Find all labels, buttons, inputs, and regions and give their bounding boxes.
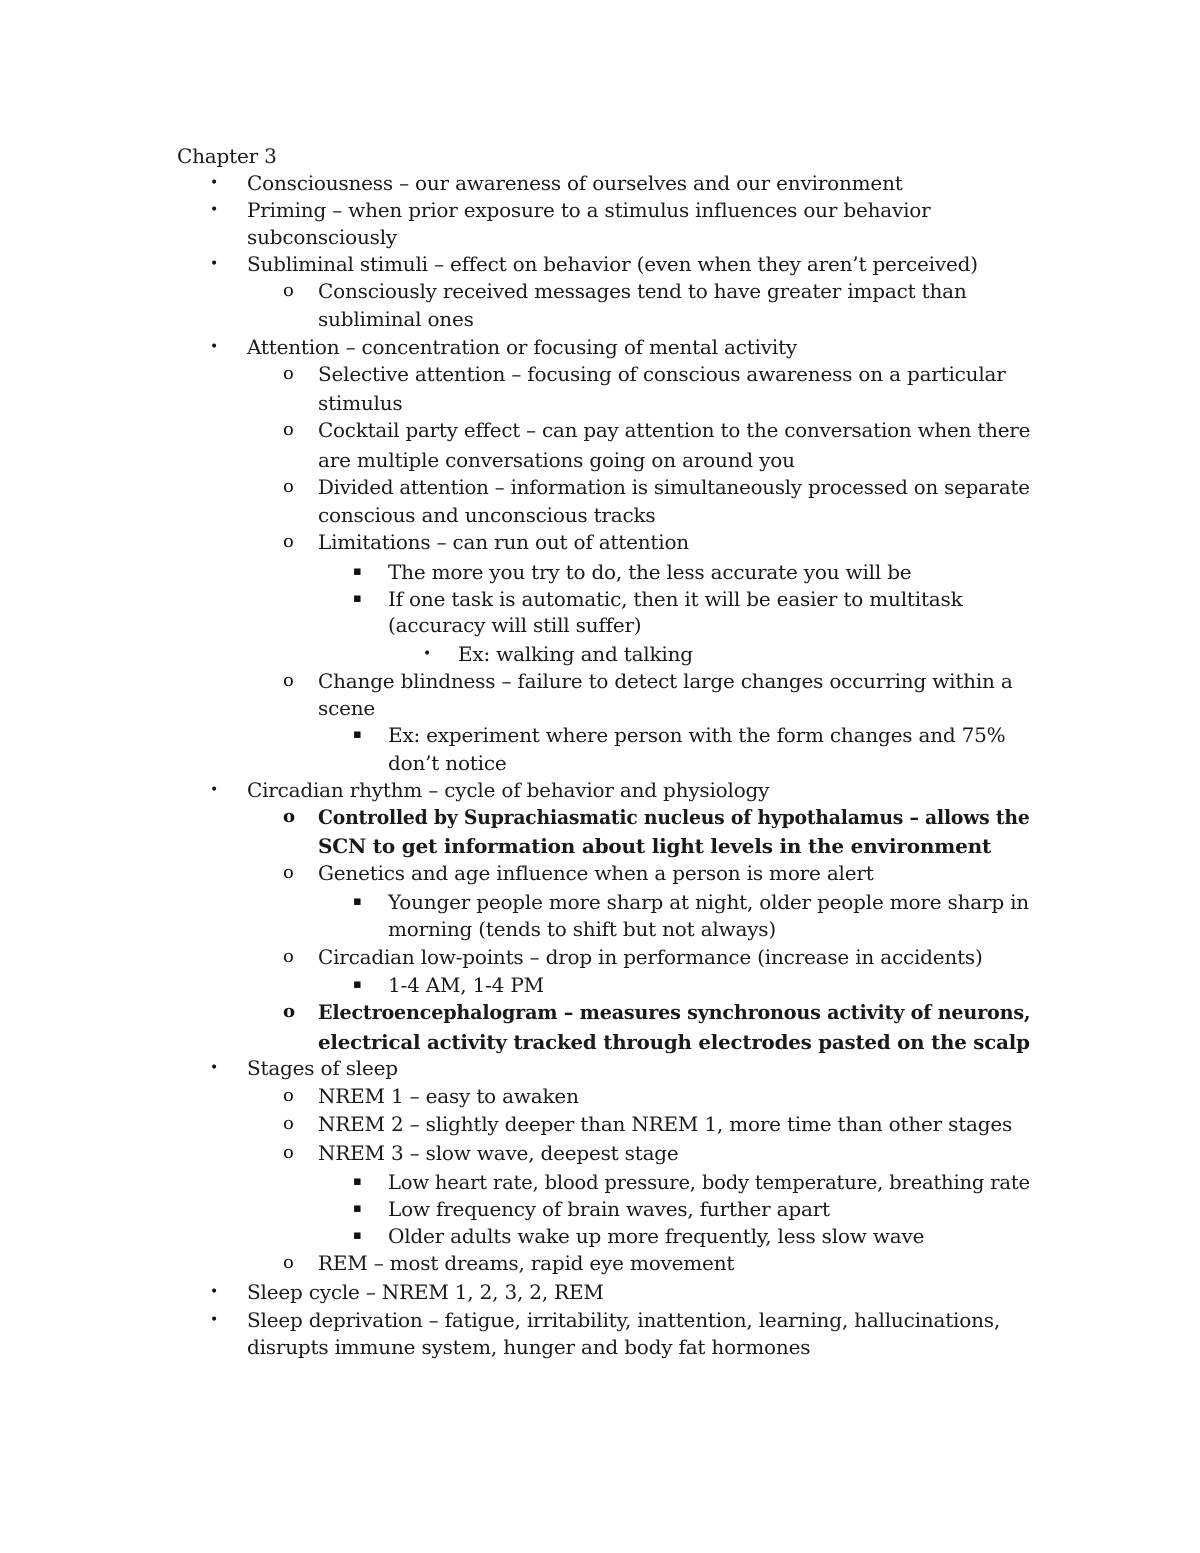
note-line: Consciously received messages tend to have greater impact than: [318, 279, 967, 303]
bullet-level3: ▪: [353, 1228, 362, 1243]
note-line: NREM 1 – easy to awaken: [318, 1084, 579, 1108]
note-line: REM – most dreams, rapid eye movement: [318, 1251, 735, 1275]
bullet-level3: ▪: [353, 1201, 362, 1216]
note-line: Genetics and age influence when a person is more alert: [318, 861, 874, 885]
bullet-level3: ▪: [353, 564, 362, 579]
bullet-level1: •: [210, 175, 219, 191]
bullet-level2: o: [283, 1252, 294, 1273]
note-line: subliminal ones: [318, 307, 474, 331]
bullet-level4: •: [423, 646, 432, 662]
bullet-level2: o: [283, 363, 294, 384]
page-title: Chapter 3: [177, 144, 277, 168]
bullet-level3: ▪: [353, 591, 362, 606]
note-line: NREM 3 – slow wave, deepest stage: [318, 1141, 679, 1165]
bullet-level2: o: [283, 1142, 294, 1163]
note-line: Low heart rate, blood pressure, body temperature, breathing rate: [388, 1170, 1030, 1194]
bullet-level1: •: [210, 1060, 219, 1076]
bullet-level1: •: [210, 1312, 219, 1328]
bullet-level1: •: [210, 256, 219, 272]
bullet-level2: o: [283, 862, 294, 883]
note-line: Limitations – can run out of attention: [318, 530, 689, 554]
note-line: conscious and unconscious tracks: [318, 503, 656, 527]
bullet-level3: ▪: [353, 894, 362, 909]
note-line: disrupts immune system, hunger and body fat hormones: [247, 1335, 811, 1359]
note-line: Cocktail party effect – can pay attention to the conversation when there: [318, 418, 1031, 442]
note-line: stimulus: [318, 391, 403, 415]
bullet-level1: •: [210, 339, 219, 355]
note-line: morning (tends to shift but not always): [388, 917, 776, 941]
note-line: Circadian rhythm – cycle of behavior and physiology: [247, 778, 770, 802]
note-line: Circadian low-points – drop in performance (increase in accidents): [318, 945, 983, 969]
note-line: Controlled by Suprachiasmatic nucleus of hypothalamus – allows the: [318, 805, 1030, 829]
note-line: don’t notice: [388, 751, 507, 775]
bullet-level3: ▪: [353, 1174, 362, 1189]
note-line: SCN to get information about light levels in the environment: [318, 834, 992, 858]
note-line: Younger people more sharp at night, older people more sharp in: [388, 890, 1029, 914]
bullet-level3: ▪: [353, 977, 362, 992]
note-line: Older adults wake up more frequently, less slow wave: [388, 1224, 925, 1248]
note-line: (accuracy will still suffer): [388, 613, 642, 637]
bullet-level2: o: [283, 419, 294, 440]
note-line: Ex: experiment where person with the form changes and 75%: [388, 723, 1006, 747]
bullet-level2: o: [283, 1085, 294, 1106]
bullet-level2: o: [283, 476, 294, 497]
bullet-level1: •: [210, 202, 219, 218]
note-line: electrical activity tracked through electrodes pasted on the scalp: [318, 1030, 1030, 1054]
note-line: Consciousness – our awareness of ourselves and our environment: [247, 171, 903, 195]
note-line: Sleep deprivation – fatigue, irritability, inattention, learning, hallucinations,: [247, 1308, 1000, 1332]
note-line: Change blindness – failure to detect large changes occurring within a: [318, 669, 1013, 693]
note-line: scene: [318, 696, 376, 720]
bullet-level2: o: [283, 531, 294, 552]
note-line: 1-4 AM, 1-4 PM: [388, 973, 544, 997]
note-line: If one task is automatic, then it will be easier to multitask: [388, 587, 963, 611]
bullet-level1: •: [210, 782, 219, 798]
bullet-level2: o: [283, 1113, 294, 1134]
note-line: are multiple conversations going on around you: [318, 448, 795, 472]
note-line: subconsciously: [247, 225, 398, 249]
note-line: NREM 2 – slightly deeper than NREM 1, more time than other stages: [318, 1112, 1013, 1136]
bullet-level1: •: [210, 1284, 219, 1300]
note-line: Electroencephalogram – measures synchronous activity of neurons,: [318, 1000, 1031, 1024]
bullet-level2: o: [283, 1001, 296, 1022]
note-line: Subliminal stimuli – effect on behavior (even when they aren’t perceived): [247, 252, 978, 276]
note-line: The more you try to do, the less accurate you will be: [388, 560, 912, 584]
bullet-level2: o: [283, 670, 294, 691]
bullet-level2: o: [283, 280, 294, 301]
bullet-level2: o: [283, 946, 294, 967]
note-line: Ex: walking and talking: [458, 642, 693, 666]
note-line: Selective attention – focusing of conscious awareness on a particular: [318, 362, 1006, 386]
bullet-level3: ▪: [353, 727, 362, 742]
note-line: Stages of sleep: [247, 1056, 398, 1080]
note-line: Sleep cycle – NREM 1, 2, 3, 2, REM: [247, 1280, 604, 1304]
note-line: Attention – concentration or focusing of mental activity: [247, 335, 798, 359]
note-line: Low frequency of brain waves, further apart: [388, 1197, 830, 1221]
note-line: Divided attention – information is simultaneously processed on separate: [318, 475, 1030, 499]
note-line: Priming – when prior exposure to a stimulus influences our behavior: [247, 198, 931, 222]
bullet-level2: o: [283, 806, 296, 827]
